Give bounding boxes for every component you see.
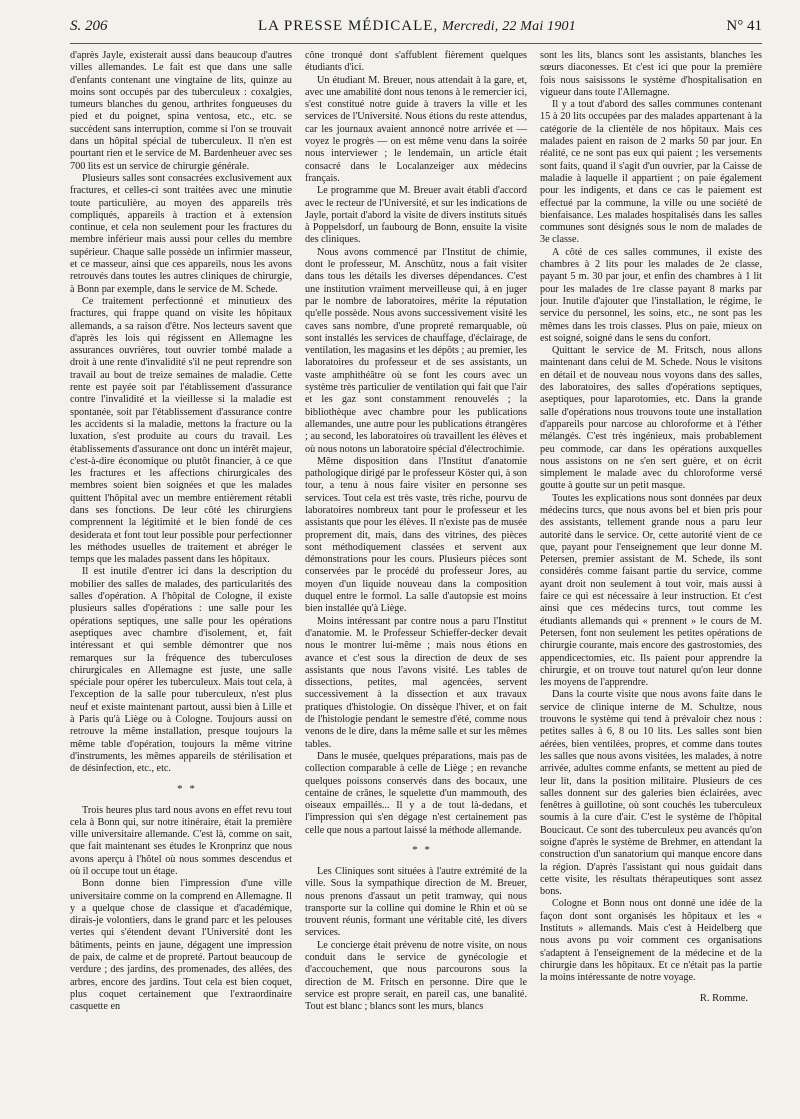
article-paragraph: Un étudiant M. Breuer, nous attendait à la gare, et, avec une amabilité dont nous tenons à le remercier ici, s'est constitué notre guide à travers la ville et les services de l'Université. Nous étions du reste attendus, car les journaux avaient annoncé notre arrivée et — voyez le progrès — on est même venu dans la soirée nous interviewer ; le lendemain, un article était consacré dans le Localanzeiger aux médecins français. [305,74,527,184]
article-paragraph: Toutes les explications nous sont données par deux médecins turcs, que nous avons bel et bien pris pour des assistants, tellement grande nous a paru leur autorité dans le service. Or, cette autorité vient de ce que, payant pour l'enseignement que leur donne M. Petersen, premier assistant de M. Schede, ils sont considérés comme faisant partie du service, comme ayant droit non seulement à tout voir, mais aussi à faire ce qui est nécessaire à leur instruction. Et c'est ainsi que ces médecins turcs, tout comme les étudiants allemands qui « prennent » le cours de M. Petersen, font non seulement les petites opérations de chirurgie courante, mais encore des gastrostomies, des appendicectomies, etc. Ils paient pour apprendre la chirurgie, et on trouve tout naturel qu'on leur donne les moyens de l'apprendre. [540,492,762,689]
article-paragraph: Cologne et Bonn nous ont donné une idée de la façon dont sont organisés les hôpitaux et les « Instituts » allemands. Mais c'est à Heidelberg que nous avons pu voir comment ces organisations s'adaptent à l'enseignement de la médecine et de la chirurgie dans les hôpitaux. Et ce n'était pas la partie la moins intéressante de notre voyage. [540,898,762,984]
article-paragraph: cône tronqué dont s'affublent fièrement quelques étudiants d'ici. [305,50,527,74]
article-paragraph: Plusieurs salles sont consacrées exclusivement aux fractures, et celles-ci sont traitées avec une minutie toute particulière, au moyen des appareils très compliqués, appareils à traction et à extension continue, et cela non seulement pour les fractures du membre inférieur mais aussi pour celles du membre supérieur. Chaque salle possède un infirmier masseur, et ce masseur, ainsi que ces appareils, nous les avons retrouvés dans toutes les autres cliniques de chirurgie, à Bonn par exemple, dans le service de M. Schede. [70,172,292,295]
article-paragraph: Même disposition dans l'Institut d'anatomie pathologique dirigé par le professeur Köster qui, à son tour, a tenu à nous faire visiter en personne ses services. Tout cela est très vaste, très riche, pourvu de laboratoires nombreux tant pour le professeur et les assistants que pour les élèves. Il n'existe pas de musée proprement dit, mais, dans des vitrines, des pièces sont méthodiquement classées et servent aux démonstrations pour les cours. Plusieurs pièces sont conservées par le procédé du professeur Jores, au moyen d'un liquide nouveau dans la composition duquel entre le formol. La salle d'autopsie est moins bien installée qu'à Liège. [305,455,527,615]
article-paragraph: A côté de ces salles communes, il existe des chambres à 2 lits pour les malades de 2e classe, payant 5 m. 30 par jour, et enfin des chambres à 1 lit pour les malades de 1re classe payant 8 marks par jour. Inutile d'ajouter que l'installation, le régime, le service du personnel, les soins, etc., ne sont pas les mêmes dans les trois classes. Plus on paie, mieux on est soigné, soigné dans le sens du confort. [540,246,762,344]
section-separator: * * [177,782,197,795]
article-paragraph: Le concierge était prévenu de notre visite, on nous conduit dans le service de gynécologie et d'accouchement, que nous parcourons sous la direction de M. Fritsch en personne. Dire que le service est propre serait, en pareil cas, une banalité. Tout est blanc ; blancs sont les murs, blancs [305,939,527,1013]
column-2 [305,50,527,1095]
article-paragraph: Il est inutile d'entrer ici dans la description du mobilier des salles de malades, des particularités des salles d'opération. A l'hôpital de Cologne, il existe plusieurs salles d'opérations : une salle pour les opérations septiques, une salle pour les opérations aseptiques avec chambre d'isolement, et, fait intéressant et qui semble démontrer que nos remarques sur la fréquence des tuberculoses chirurgicales en Allemagne est juste, une salle spéciale pour opérer les tuberculeux. Mais tout cela, à l'exception de la salle pour tuberculeux, n'est plus neuf et existe maintenant partout, aussi bien à Lille et à Paris qu'à Liège ou à Cologne. Toujours aussi on retrouve la même installation, presque toujours la même table d'opération, toujours la même vitrine d'instruments, les mêmes appareils de stérilisation et de désinfection, etc., etc. [70,566,292,775]
header-rule [70,43,762,44]
section-separator: * * [412,844,432,856]
article-paragraph: Quittant le service de M. Fritsch, nous allons maintenant dans celui de M. Schede. Nous le visitons en détail et de nouveau nous voyons dans des salles, des laboratoires, des salles d'opérations septiques, aseptiques, pour laparotomies, etc. Dans la grande salle d'opérations nous trouvons toute une installation d'appareils pour narcose au chloroforme et à l'éther mélangés. C'est très ingénieux, mais probablement peu commode, car dans les opérations auxquelles nous assistons on ne s'en sert guère, et on écrit simplement le malade avec du chloroforme versé goutte à goutte sur un petit masque. [540,345,762,492]
page-header [70,18,762,40]
issue-number: N° 41 [726,18,762,34]
article-paragraph: Bonn donne bien l'impression d'une ville universitaire comme on la comprend en Allemagne. Il y a quelque chose de classique et d'académique, dirais-je volontiers, dans le grand parc et les pelouses vertes qui s'étendent devant l'Université dont les bâtiments, peints en jaune, dégagent une impression de paix, de calme et de propreté. Partout beaucoup de verdure ; des jardins, des promenades, des allées, des arbres, encore des jardins. Tout cela est bien coquet, plus coquet certainement que l'extraordinaire casquette en [70,878,292,1013]
journal-title: LA PRESSE MÉDICALE, [257,18,439,34]
author-signature: R. Romme. [699,992,748,1004]
article-paragraph: Nous avons commencé par l'Institut de chimie, dont le professeur, M. Anschütz, nous a fait visiter dans tous les détails les diverses dépendances. C'est une institution vraiment merveilleuse qui, à en juger par le nombre de laboratoires, mérite la réputation qu'elle possède. Nous avons successivement visité les caves sans nombre, d'une propreté remarquable, où sont installés les services de chauffage, d'éclairage, de ventilation, les magasins et les dépôts ; au premier, les laboratoires du professeur et de ses assistants, un vaste amphithéâtre où se font les cours avec un système très particulier de ventilation qui fait que l'air et les gaz sont constamment renouvelés ; la bibliothèque avec chambre pour les publications allemandes, une autre pour les publications étrangères ; au second, les laboratoires où travaillent les élèves et où nous notons un laboratoire spécial d'électrochimie. [305,246,527,455]
column-3 [540,50,762,1095]
article-paragraph: Trois heures plus tard nous avons en effet revu tout cela à Bonn qui, sur notre itinéraire, était la première ville universitaire allemande. C'est là, comme on sait, que fait maintenant ses études le Kronprinz que nous avons aperçu à l'hôtel où nous sommes descendus et où il occupe tout un étage. [70,804,292,877]
page-number: S. 206 [70,18,108,34]
article-paragraph: Les Cliniques sont situées à l'autre extrémité de la ville. Sous la sympathique direction de M. Breuer, nous prenons d'assaut un petit tramway, qui nous transporte sur la colline qui domine le Rhin et où se trouvent réunis, formant une véritable cité, les divers services. [305,866,527,939]
masthead [258,18,576,35]
article-paragraph: Le programme que M. Breuer avait établi d'accord avec le recteur de l'Université, et sur les indications de Jayle, portait d'abord la visite de divers instituts situés à Poppelsdorf, un faubourg de Bonn, ensuite la visite des cliniques. [305,185,527,246]
article-paragraph: sont les lits, blancs sont les assistants, blanches les sœurs diaconesses. Et c'est ici que pour la première fois nous saisissons le système d'hospitalisation en vigueur dans toute l'Allemagne. [540,50,762,98]
article-paragraph: Il y a tout d'abord des salles communes contenant 15 à 20 lits occupées par des malades appartenant à la catégorie de la clientèle de nos hôpitaux. Mais ces malades paient en raison de 2 marks 50 par jour. En réalité, ce ne sont pas eux qui paient ; les versements sont faits, quand il s'agit d'un ouvrier, par la Caisse de maladie à laquelle il appartient ; on paie également pour les indigents, et dans ce cas le paiement est effectué par la commune, la ville ou une société de bienfaisance. Les malades hospitalisés dans les salles communes sont désignés sous le nom de malades de 3e classe. [540,99,762,246]
column-1 [70,50,292,1095]
article-paragraph: Dans la courte visite que nous avons faite dans le service de clinique interne de M. Schultze, nous trouvons le système qui tend à prévaloir chez nous : petites salles à 6, 8 ou 10 lits. Les salles sont bien aérées, bien ventilées, propres, et comme dans toutes les salles que nous avons visitées, les malades, à notre arrivée, adultes comme enfants, se mettent au pied de leur lit, dans la position militaire. Plusieurs de ces salles donnent sur des galeries bien éclairées, avec fenêtres à guillotine, où sont couchés les tuberculeux soumis à la cure d'air. C'est le système de l'hôpital Boucicaut. Ce sont des tuberculeux peu avancés qu'on soigne d'après le système de Brehmer, en attendant la construction d'un sanatorium qui manque encore dans la région. D'après l'assistant qui nous guidait dans cette visite, les résultats thérapeutiques sont assez bons. [540,689,762,898]
article-paragraph: d'après Jayle, existerait aussi dans beaucoup d'autres villes allemandes. Le fait est que dans une salle d'enfants contenant une vingtaine de lits, quinze au moins sont occupés par des tuberculeux : coxalgies, tumeurs blanches du genou, arthrites fongueuses du pied et du poignet, spina ventosa, etc., etc. se succèdent sans interruption, comme si l'on se trouvait dans un hôpital spécial de tuberculeux. Il n'en est pourtant rien et le service de M. Bardenheuer avec ses 700 lits est un service de chirurgie générale. [70,50,292,172]
article-paragraph: Ce traitement perfectionné et minutieux des fractures, qui frappe quand on visite les hôpitaux allemands, a sa raison d'être. Nos lecteurs savent que d'après les lois qui régissent en Allemagne les assurances ouvrières, tout ouvrier tombé malade a droit à une rente d'invalidité s'il ne peut reprendre son travail au bout de treize semaines de maladie. Cette rente est payée soit par l'établissement d'assurance contre l'invalidité et la vieillesse si la maladie est spontanée, soit par l'établissement d'assurance contre les accidents si la maladie, mettons la fracture ou la luxation, s'est produite au cours du travail. Les établissements d'assurance ont donc un intérêt majeur, c'est-à-dire économique ou plutôt financier, à ce que les fractures et les affections chirurgicales des membres soient bien soignées et que les malades quittent l'hôpital avec un membre entièrement rétabli dans ses fonctions. De leur côté les chirurgiens comprennent la légitimité et le bien fondé de ces desiderata et font tout leur possible pour perfectionner les méthodes usuelles de traitement et abréger le temps que les malades passent dans les hôpitaux. [70,295,292,566]
article-paragraph: Dans le musée, quelques préparations, mais pas de collection comparable à celle de Liège ; en revanche quelques poissons conservés dans des bocaux, une centaine de crânes, le squelette d'un mammouth, des oiseaux empaillés... Il y a de tout là-dedans, et l'impression qui s'en dégage n'est certainement pas celle que nous a partout laissé la méthode allemande. [305,750,527,836]
issue-date: Mercredi, 22 Mai 1901 [442,19,576,34]
article-paragraph: Moins intéressant par contre nous a paru l'Institut d'anatomie. M. le Professeur Schieffer-decker devait nous le montrer lui-même ; mais nous étions en avance et c'est sous la direction de deux de ses assistants que nous l'avons visité. Les tables de dissections, petites, mal agencées, servent successivement à la dissection et aux travaux pratiques d'histologie. On dissèque l'hiver, et on fait de l'histologie pendant le semestre d'été, comme nous venons de le dire, dans la même salle et sur les mêmes tables. [305,615,527,750]
